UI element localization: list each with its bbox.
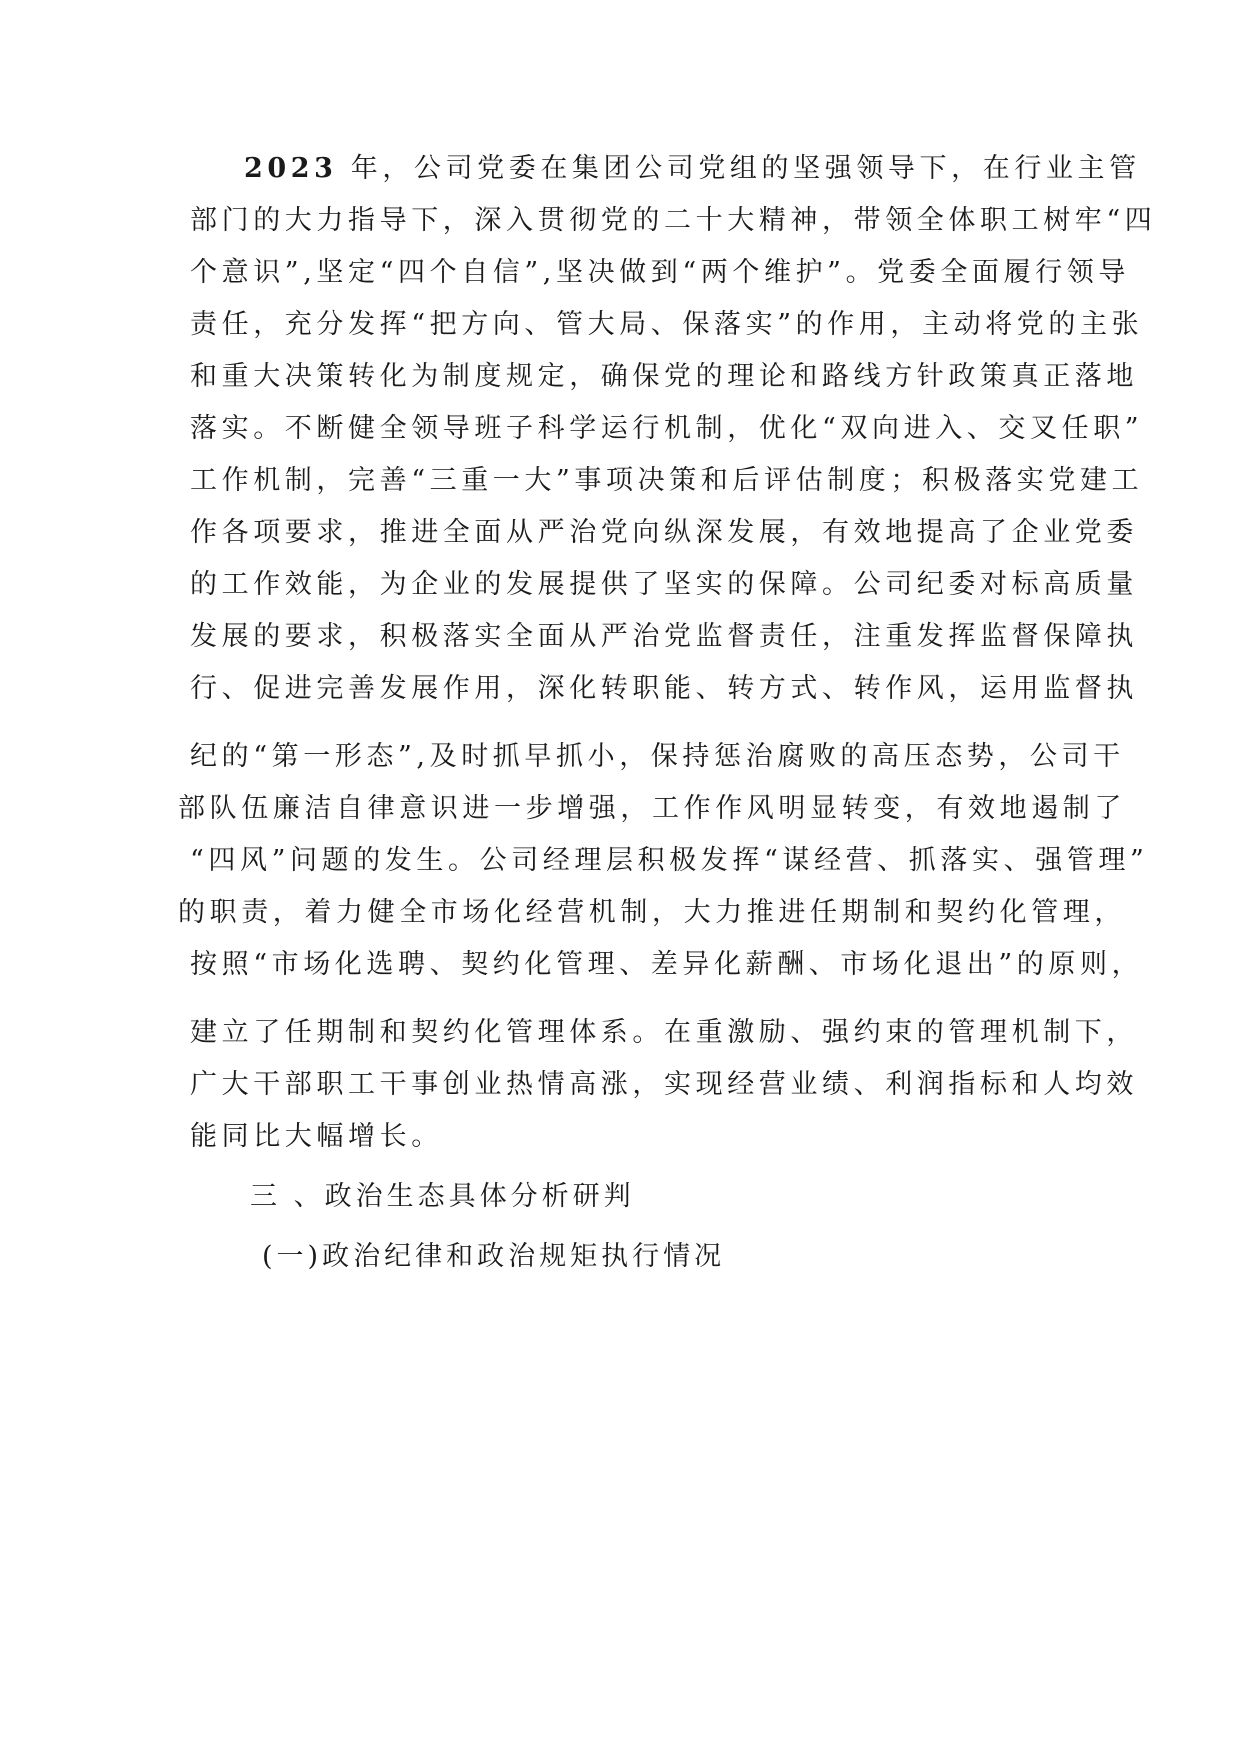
paragraph-line-15: 的职责，着力健全市场化经营机制，大力推进任期制和契约化管理， xyxy=(178,897,1126,928)
paragraph-line-13: 部队伍廉洁自律意识进一步增强，工作作风明显转变，有效地遏制了 xyxy=(178,793,1126,824)
paragraph-line-17: 建立了任期制和契约化管理体系。在重激励、强约束的管理机制下， xyxy=(190,1017,1138,1048)
paragraph-line-9: 的工作效能，为企业的发展提供了坚实的保障。公司纪委对标高质量 xyxy=(190,569,1138,600)
paragraph-line-16: 按照“市场化选聘、契约化管理、差异化薪酬、市场化退出”的原则， xyxy=(190,949,1144,980)
paragraph-line-3: 个意识”,坚定“四个自信”,坚决做到“两个维护”。党委全面履行领导 xyxy=(190,257,1130,288)
paragraph-line-5: 和重大决策转化为制度规定，确保党的理论和路线方针政策真正落地 xyxy=(190,361,1138,392)
paragraph-line-12: 纪的“第一形态”,及时抓早抓小，保持惩治腐败的高压态势，公司干 xyxy=(190,741,1125,772)
paragraph-line-2: 部门的大力指导下，深入贯彻党的二十大精神，带领全体职工树牢“四 xyxy=(190,205,1157,236)
paragraph-line-1 xyxy=(244,152,1141,186)
paragraph-line-7: 工作机制，完善“三重一大”事项决策和后评估制度；积极落实党建工 xyxy=(190,465,1144,496)
paragraph-line-10: 发展的要求，积极落实全面从严治党监督责任，注重发挥监督保障执 xyxy=(190,621,1138,652)
paragraph-line-1-text: 年，公司党委在集团公司党组的坚强领导下，在行业主管 xyxy=(337,153,1141,184)
paragraph-line-19: 能同比大幅增长。 xyxy=(190,1121,443,1152)
section-heading: 三 、政治生态具体分析研判 xyxy=(250,1181,635,1212)
paragraph-line-4: 责任，充分发挥“把方向、管大局、保落实”的作用，主动将党的主张 xyxy=(190,309,1144,340)
paragraph-line-14: “四风”问题的发生。公司经理层积极发挥“谋经营、抓落实、强管理” xyxy=(190,845,1149,876)
subsection-heading: (一)政治纪律和政治规矩执行情况 xyxy=(262,1241,726,1272)
paragraph-line-11: 行、促进完善发展作用，深化转职能、转方式、转作风，运用监督执 xyxy=(190,673,1138,704)
paragraph-line-18: 广大干部职工干事创业热情高涨，实现经营业绩、利润指标和人均效 xyxy=(190,1069,1138,1100)
year-number: 2023 xyxy=(244,153,338,184)
paragraph-line-6: 落实。不断健全领导班子科学运行机制，优化“双向进入、交叉任职” xyxy=(190,413,1144,444)
paragraph-line-8: 作各项要求，推进全面从严治党向纵深发展，有效地提高了企业党委 xyxy=(190,517,1138,548)
